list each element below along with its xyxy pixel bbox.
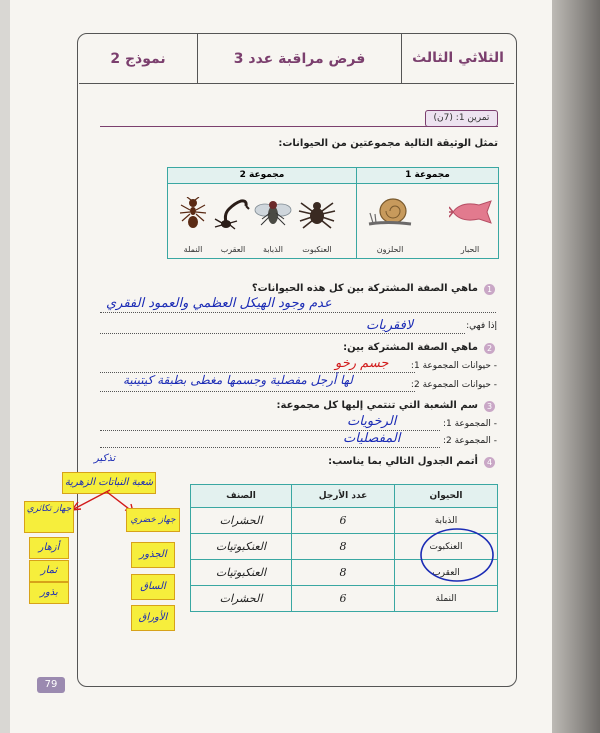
table-cell-animal: الذبابة — [395, 508, 498, 534]
group2-title: مجموعة 2 — [168, 168, 356, 184]
exercise-divider — [100, 126, 498, 127]
sticky-note: جهاز تكاثري — [24, 501, 74, 533]
question-2-answer-2: لها أرجل مفصلية وجسمها مغطى بطبقة كيتينية — [123, 373, 353, 387]
book-spine — [552, 0, 600, 733]
fly-figure — [250, 183, 296, 258]
question-3-answer-2: المفصليات — [343, 431, 401, 446]
sticky-note: أزهار — [29, 537, 69, 559]
group-separator — [356, 168, 357, 258]
answer-line — [100, 333, 465, 334]
table-header: الحيوان — [395, 485, 498, 508]
header-bar — [79, 34, 514, 84]
answer-line — [100, 391, 415, 392]
exercise-intro: تمثل الوثيقة التالية مجموعتين من الحيوانات: — [278, 138, 498, 149]
table-header: الصنف — [191, 485, 292, 508]
spider-icon — [297, 197, 337, 229]
table-cell-class: الحشرات — [191, 508, 292, 534]
animal-label: الذبابة — [262, 245, 284, 254]
ant-figure — [170, 183, 216, 258]
exercise-tag: تمرين 1: (7ن) — [425, 110, 498, 127]
spider-figure — [294, 183, 340, 258]
sticky-note: جهاز خضري — [126, 508, 180, 532]
snail-figure — [364, 183, 416, 258]
table-cell-class: العنكبوتيات — [191, 560, 292, 586]
snail-icon — [367, 197, 413, 227]
sticky-note: الأوراق — [131, 605, 175, 631]
group1-title: مجموعة 1 — [357, 168, 498, 184]
question-1-answer: عدم وجود الهيكل العظمي والعمود الفقري — [106, 296, 332, 311]
fly-icon — [253, 197, 293, 229]
header-model: نموذج 2 — [110, 50, 166, 67]
table-cell-legs: 6 — [292, 586, 395, 612]
header-title: فرض مراقبة عدد 3 — [197, 34, 401, 83]
question-2-line-2: - حيوانات المجموعة 2: — [410, 380, 497, 390]
animal-label: العنكبوت — [302, 245, 332, 254]
sticky-note: ثمار — [29, 560, 69, 582]
question-2-text: ماهي الصفة المشتركة بين: — [343, 342, 478, 353]
scorpion-figure — [210, 183, 256, 258]
question-3-line-2: - المجموعة 2: — [442, 436, 497, 446]
squid-figure — [446, 183, 494, 258]
question-number: 1 — [484, 284, 495, 295]
sticky-note: الجذور — [131, 542, 175, 568]
sticky-note: بذور — [29, 582, 69, 604]
animal-groups-box — [167, 167, 499, 259]
question-4-text: أتمم الجدول التالي بما يناسب: — [328, 456, 478, 467]
sticky-note: شعبة النباتات الزهرية — [62, 472, 156, 494]
question-1-text: ماهي الصفة المشتركة بين كل هذه الحيوانات؟ — [251, 283, 478, 294]
header-level: الثلاثي الثالث — [401, 34, 514, 83]
question-3-line-1: - المجموعة 1: — [442, 419, 497, 429]
animal-label: الحبار — [460, 245, 480, 254]
table-cell-legs: 8 — [292, 560, 395, 586]
ant-icon — [173, 197, 213, 229]
page-number: 79 — [37, 677, 65, 693]
animal-label: العقرب — [220, 245, 246, 254]
table-cell-class: العنكبوتيات — [191, 534, 292, 560]
question-number: 3 — [484, 401, 495, 412]
question-3-answer-1: الرخويات — [347, 414, 397, 429]
scorpion-icon — [213, 197, 253, 231]
question-2-answer-1: جسم رخو — [335, 356, 389, 371]
handwritten-reminder: تذكير — [94, 453, 116, 464]
table-cell-animal: العقرب — [395, 560, 498, 586]
animal-label: الحلزون — [376, 245, 404, 254]
question-1-so-answer: لافقريات — [366, 318, 414, 333]
table-cell-animal: العنكبوت — [395, 534, 498, 560]
table-header-row — [191, 485, 498, 508]
animal-label: النملة — [183, 245, 203, 254]
table-cell-legs: 8 — [292, 534, 395, 560]
squid-icon — [449, 197, 493, 227]
sticky-note: الساق — [131, 574, 175, 600]
table-header: عدد الأرجل — [292, 485, 395, 508]
table-cell-class: الحشرات — [191, 586, 292, 612]
question-number: 4 — [484, 457, 495, 468]
question-2-line-1: - حيوانات المجموعة 1: — [410, 361, 497, 371]
answer-line — [100, 312, 496, 313]
question-1-so-label: إذا فهي: — [466, 321, 497, 331]
table-cell-legs: 6 — [292, 508, 395, 534]
table-cell-animal: النملة — [395, 586, 498, 612]
question-3-text: سم الشعبة التي تنتمي إليها كل مجموعة: — [276, 400, 478, 411]
handdrawn-circle — [418, 526, 496, 584]
answer-line — [100, 447, 440, 448]
question-number: 2 — [484, 343, 495, 354]
table-row — [191, 586, 498, 612]
